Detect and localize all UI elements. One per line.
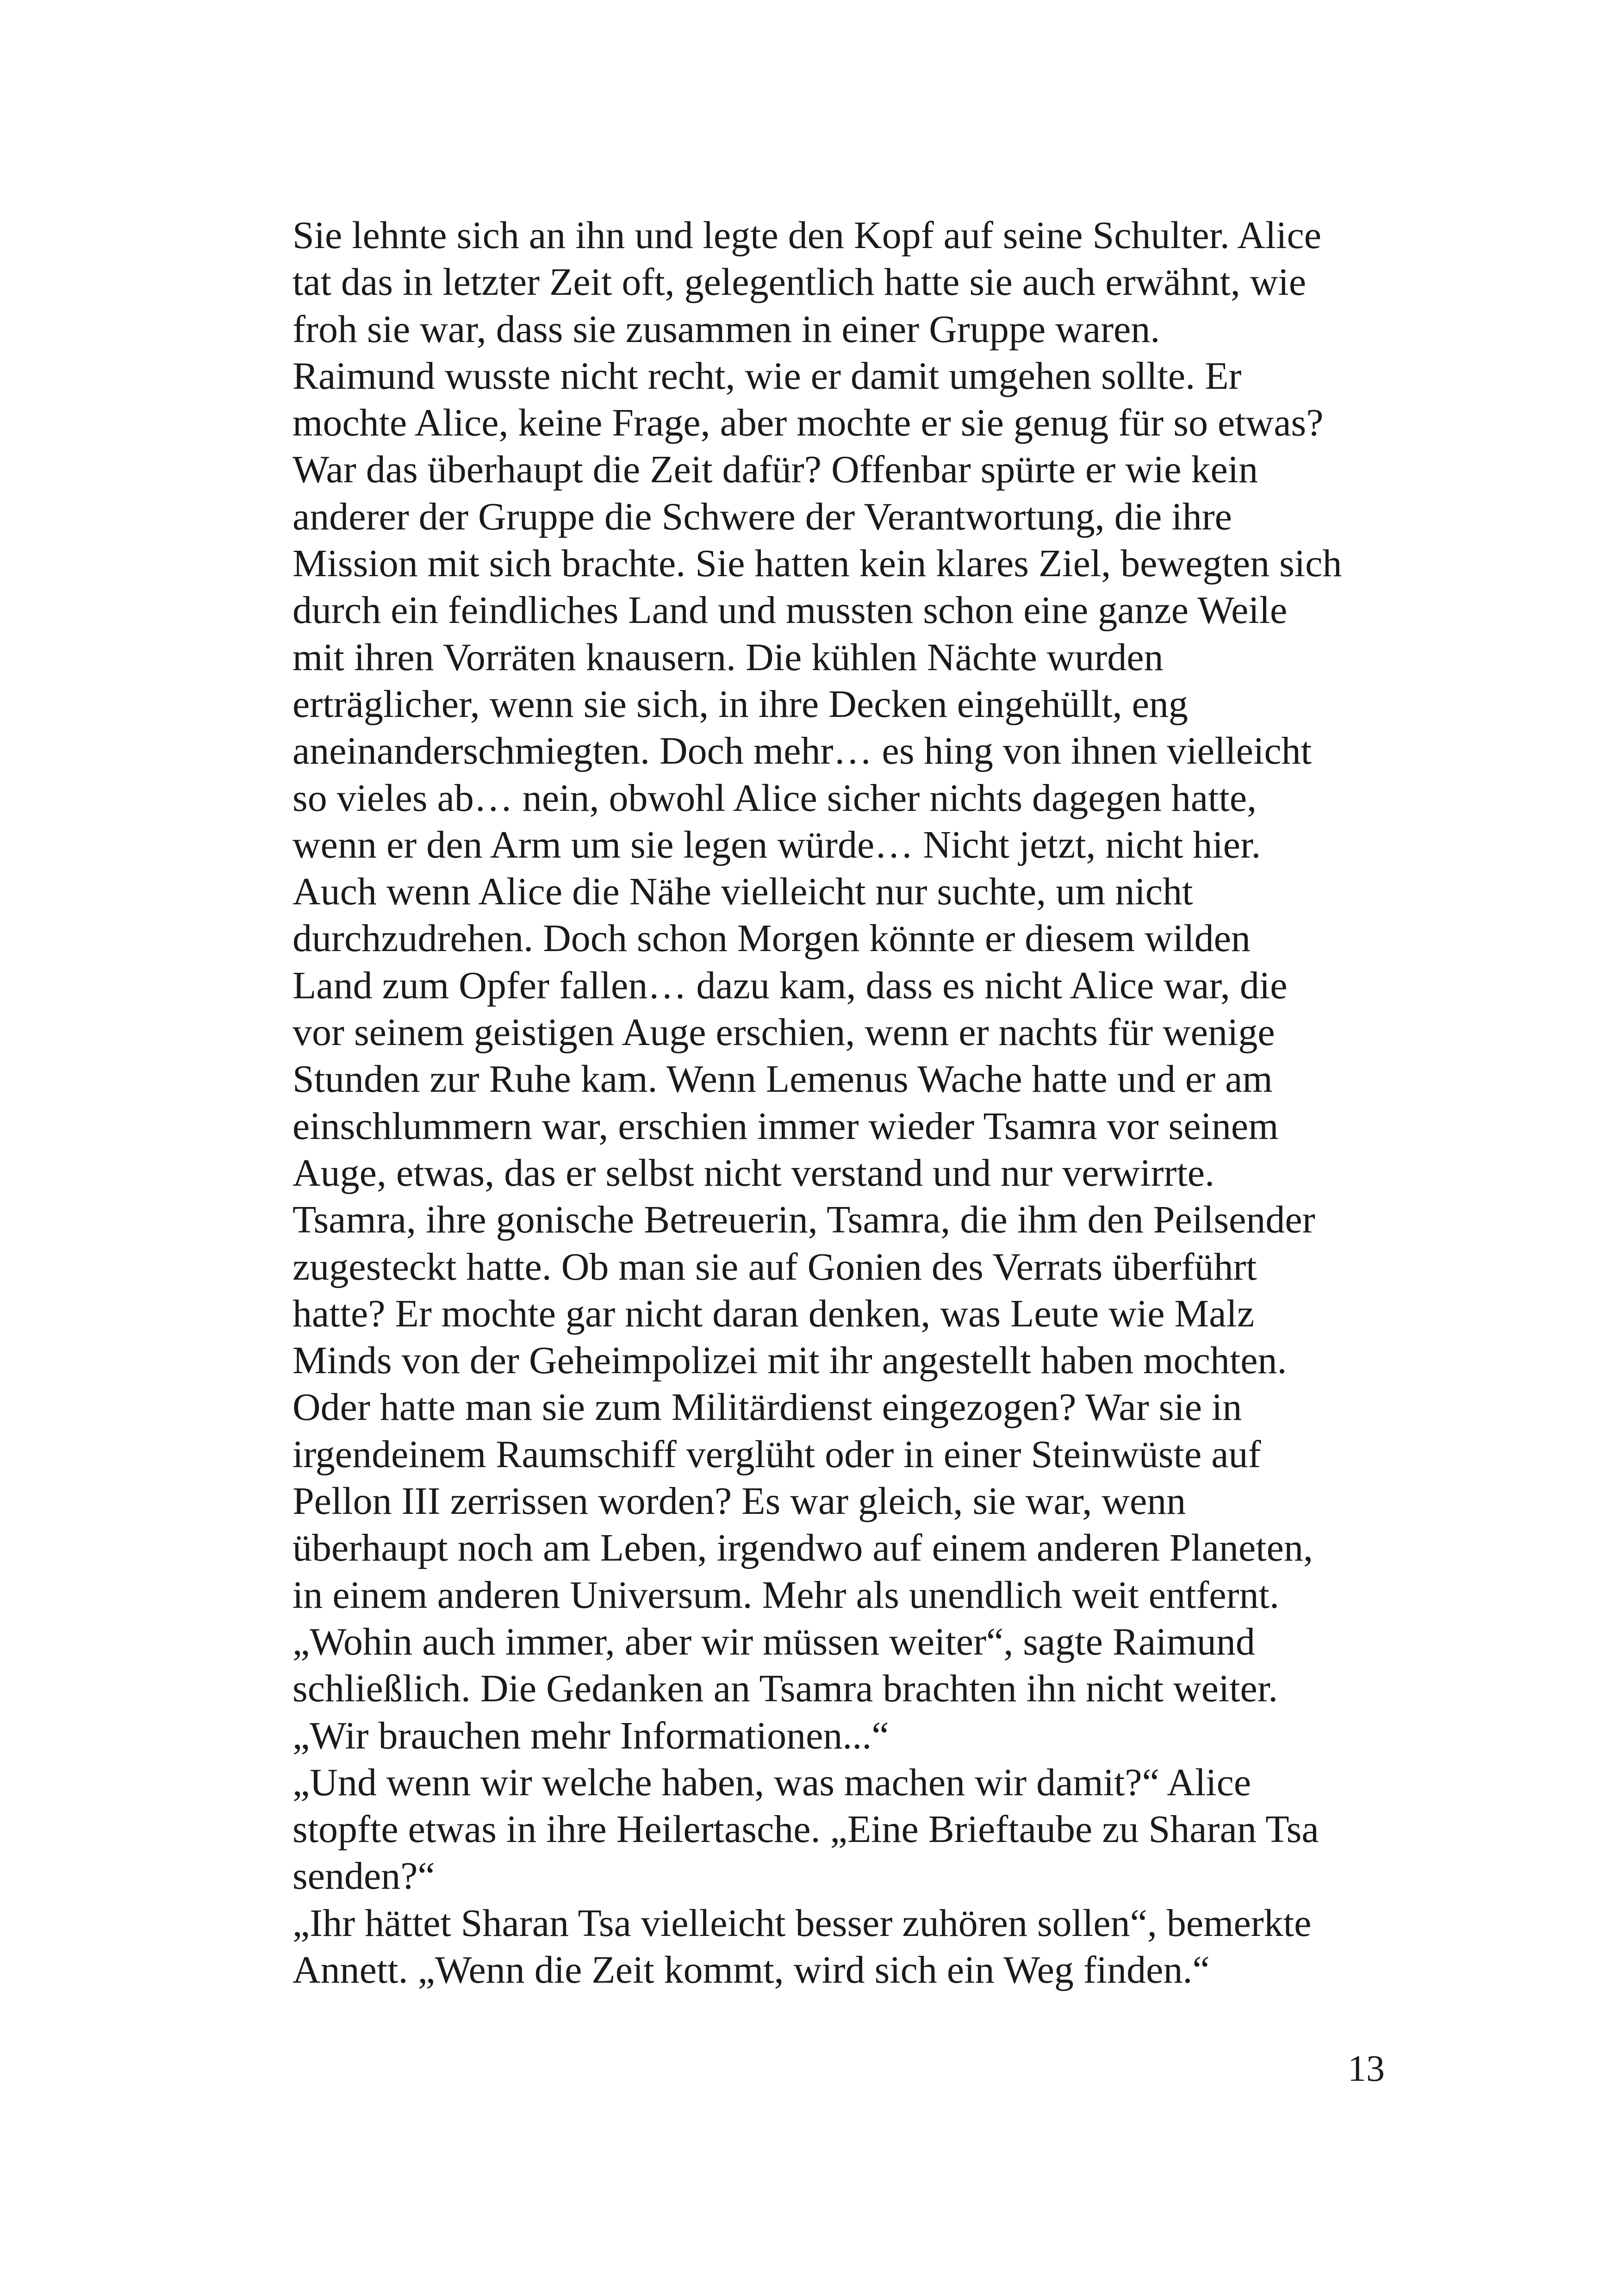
- text-line: senden?“: [292, 1854, 435, 1898]
- text-line: „Ihr hättet Sharan Tsa vielleicht besser zuhören sollen“, bemerkte: [292, 1901, 1312, 1945]
- text-line: zugesteckt hatte. Ob man sie auf Gonien des Verrats überführt: [292, 1245, 1257, 1288]
- text-line: wenn er den Arm um sie legen würde… Nicht jetzt, nicht hier.: [292, 823, 1261, 866]
- text-line: so vieles ab… nein, obwohl Alice sicher nichts dagegen hatte,: [292, 776, 1257, 820]
- text-line: Oder hatte man sie zum Militärdienst eingezogen? War sie in: [292, 1386, 1242, 1429]
- text-line: stopfte etwas in ihre Heilertasche. „Eine Brieftaube zu Sharan Tsa: [292, 1808, 1319, 1851]
- text-line: „Wohin auch immer, aber wir müssen weiter“, sagte Raimund: [292, 1620, 1255, 1663]
- text-line: Sie lehnte sich an ihn und legte den Kopf auf seine Schulter. Alice: [292, 214, 1322, 257]
- text-line: irgendeinem Raumschiff verglüht oder in einer Steinwüste auf: [292, 1432, 1261, 1476]
- text-line: „Und wenn wir welche haben, was machen wir damit?“ Alice: [292, 1761, 1251, 1804]
- text-line: Mission mit sich brachte. Sie hatten kein klares Ziel, bewegten sich: [292, 542, 1342, 585]
- text-line: War das überhaupt die Zeit dafür? Offenbar spürte er wie kein: [292, 448, 1258, 492]
- text-line: Annett. „Wenn die Zeit kommt, wird sich ein Weg finden.“: [292, 1948, 1210, 1991]
- text-line: „Wir brauchen mehr Informationen...“: [292, 1714, 889, 1757]
- text-line: Land zum Opfer fallen… dazu kam, dass es nicht Alice war, die: [292, 964, 1288, 1007]
- text-line: Pellon III zerrissen worden? Es war gleich, sie war, wenn: [292, 1480, 1186, 1523]
- text-line: mochte Alice, keine Frage, aber mochte er sie genug für so etwas?: [292, 401, 1324, 445]
- text-line: Auch wenn Alice die Nähe vielleicht nur suchte, um nicht: [292, 870, 1193, 914]
- body-text: [292, 212, 1403, 1993]
- text-line: froh sie war, dass sie zusammen in einer Gruppe waren.: [292, 307, 1160, 351]
- text-line: Tsamra, ihre gonische Betreuerin, Tsamra, die ihm den Peilsender: [292, 1198, 1315, 1242]
- text-line: Auge, etwas, das er selbst nicht verstand und nur verwirrte.: [292, 1151, 1215, 1195]
- text-line: erträglicher, wenn sie sich, in ihre Decken eingehüllt, eng: [292, 682, 1188, 726]
- text-line: einschlummern war, erschien immer wieder Tsamra vor seinem: [292, 1104, 1279, 1148]
- text-line: aneinanderschmiegten. Doch mehr… es hing von ihnen vielleicht: [292, 729, 1312, 773]
- text-line: Stunden zur Ruhe kam. Wenn Lemenus Wache hatte und er am: [292, 1058, 1273, 1101]
- text-line: mit ihren Vorräten knausern. Die kühlen Nächte wurden: [292, 635, 1164, 679]
- text-line: durchzudrehen. Doch schon Morgen könnte er diesem wilden: [292, 917, 1251, 960]
- text-line: in einem anderen Universum. Mehr als unendlich weit entfernt.: [292, 1573, 1279, 1617]
- text-line: tat das in letzter Zeit oft, gelegentlich hatte sie auch erwähnt, wie: [292, 261, 1307, 304]
- text-line: vor seinem geistigen Auge erschien, wenn er nachts für wenige: [292, 1011, 1275, 1054]
- text-line: überhaupt noch am Leben, irgendwo auf einem anderen Planeten,: [292, 1526, 1313, 1570]
- page-number: 13: [1348, 2048, 1385, 2089]
- text-line: durch ein feindliches Land und mussten schon eine ganze Weile: [292, 589, 1288, 632]
- text-line: anderer der Gruppe die Schwere der Verantwortung, die ihre: [292, 495, 1232, 538]
- text-line: schließlich. Die Gedanken an Tsamra brachten ihn nicht weiter.: [292, 1667, 1278, 1711]
- text-line: Raimund wusste nicht recht, wie er damit umgehen sollte. Er: [292, 354, 1242, 398]
- text-line: Minds von der Geheimpolizei mit ihr angestellt haben mochten.: [292, 1339, 1287, 1382]
- text-line: hatte? Er mochte gar nicht daran denken, was Leute wie Malz: [292, 1292, 1255, 1335]
